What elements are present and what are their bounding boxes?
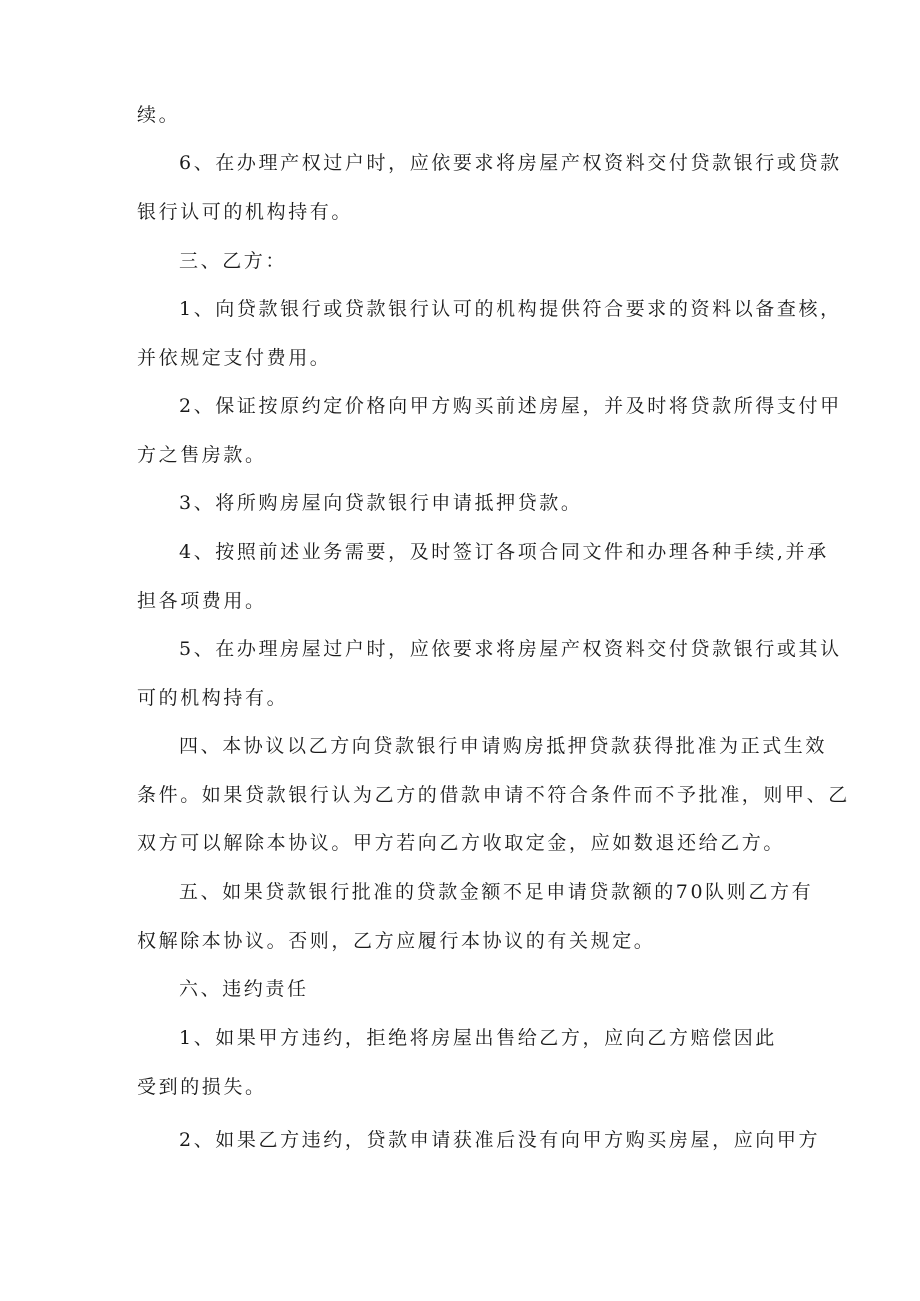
text-line: 2、如果乙方违约，贷款申请获准后没有向甲方购买房屋，应向甲方 — [179, 1129, 821, 1151]
text-line: 并依规定支付费用。 — [137, 347, 332, 369]
text-line: 权解除本协议。否则，乙方应履行本协议的有关规定。 — [137, 930, 656, 952]
section-heading: 六、违约责任 — [179, 978, 309, 1000]
text-line: 担各项费用。 — [137, 590, 267, 612]
text-line: 四、本协议以乙方向贷款银行申请购房抵押贷款获得批准为正式生效 — [179, 735, 828, 757]
text-line: 条件。如果贷款银行认为乙方的借款申请不符合条件而不予批准，则甲、乙 — [137, 784, 850, 806]
text-line: 4、按照前述业务需要，及时签订各项合同文件和办理各种手续,并承 — [179, 541, 829, 563]
text-line: 方之售房款。 — [137, 444, 267, 466]
text-line: 受到的损失。 — [137, 1076, 267, 1098]
text-line: 双方可以解除本协议。甲方若向乙方收取定金，应如数退还给乙方。 — [137, 832, 786, 854]
text-line: 5、在办理房屋过户时，应依要求将房屋产权资料交付贷款银行或其认 — [179, 638, 842, 660]
text-line: 1、向贷款银行或贷款银行认可的机构提供符合要求的资料以备查核， — [179, 298, 842, 320]
text-line: 6、在办理产权过户时，应依要求将房屋产权资料交付贷款银行或贷款 — [179, 152, 842, 174]
text-line: 2、保证按原约定价格向甲方购买前述房屋，并及时将贷款所得支付甲 — [179, 395, 842, 417]
text-line: 续。 — [137, 104, 181, 126]
text-line: 银行认可的机构持有。 — [137, 201, 354, 223]
text-line: 3、将所购房屋向贷款银行申请抵押贷款。 — [179, 492, 583, 514]
text-line: 可的机构持有。 — [137, 687, 289, 709]
text-line: 1、如果甲方违约，拒绝将房屋出售给乙方，应向乙方赔偿因此 — [179, 1027, 777, 1049]
section-heading: 三、乙方： — [179, 250, 288, 272]
text-line: 五、如果贷款银行批准的贷款金额不足申请贷款额的70队则乙方有 — [179, 881, 814, 903]
